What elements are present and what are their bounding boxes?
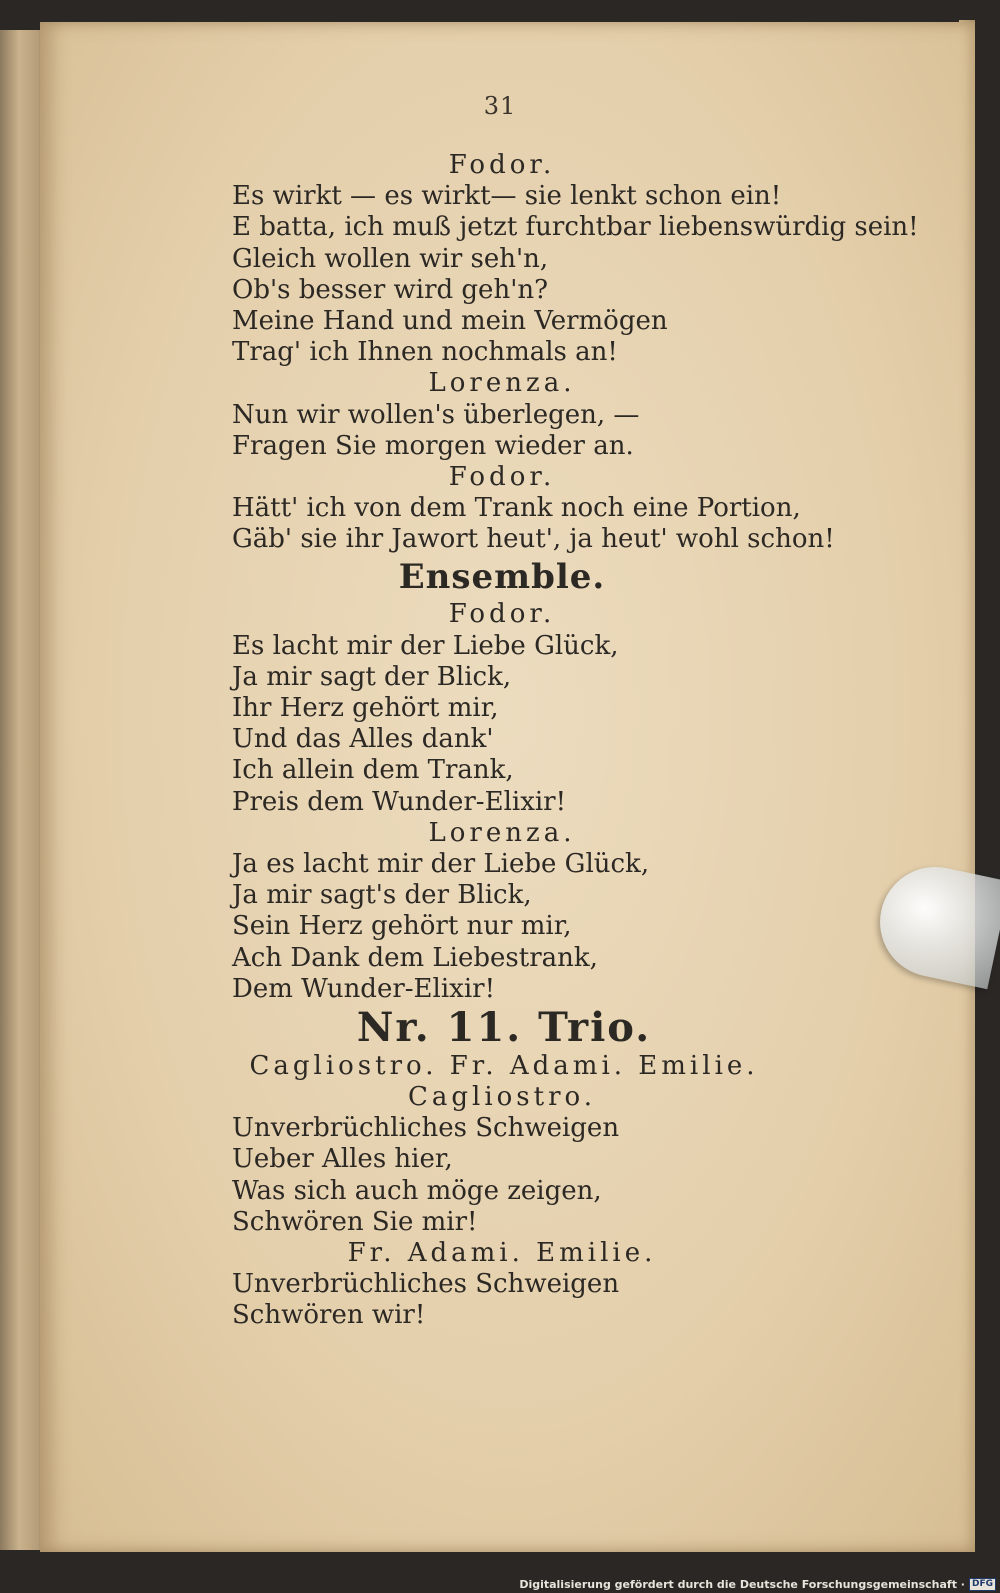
verse-line: Dem Wunder-Elixir! (232, 973, 496, 1004)
verse-line: Unverbrüchliches Schweigen (232, 1269, 620, 1300)
verse-line: Gäb' sie ihr Jawort heut', ja heut' wohl schon! (232, 524, 835, 555)
speaker-name: Fodor. (448, 599, 556, 630)
verse-line: Preis dem Wunder-Elixir! (232, 786, 567, 817)
cast-list: Cagliostro. Fr. Adami. Emilie. (249, 1050, 759, 1081)
verse-line: Ja es lacht mir der Liebe Glück, (232, 848, 650, 879)
verse-line: Ach Dank dem Liebestrank, (232, 942, 598, 973)
verse-line: Es wirkt — es wirkt— sie lenkt schon ein! (232, 181, 782, 212)
verse-line: Schwören Sie mir! (232, 1206, 478, 1237)
verse-line: Nun wir wollen's überlegen, — (232, 399, 640, 430)
verse-line: Meine Hand und mein Vermögen (232, 305, 668, 336)
verse-line: Hätt' ich von dem Trank noch eine Portion, (232, 493, 801, 524)
verse-line: Unverbrüchliches Schweigen (232, 1113, 620, 1144)
dfg-logo: DFG (969, 1578, 996, 1591)
verse-line: Gleich wollen wir seh'n, (232, 243, 549, 274)
page-text (232, 150, 919, 1332)
verse-line: Ja mir sagt der Blick, (232, 661, 512, 692)
speaker-name: Lorenza. (428, 817, 576, 848)
verse-line: Sein Herz gehört nur mir, (232, 911, 572, 942)
verse-line: Ja mir sagt's der Blick, (232, 880, 532, 911)
verse-line: Ueber Alles hier, (232, 1144, 453, 1175)
speaker-name: Fodor. (448, 150, 556, 180)
verse-line: Was sich auch möge zeigen, (232, 1175, 602, 1206)
verse-line: Fragen Sie morgen wieder an. (232, 430, 634, 461)
page-number: 31 (483, 92, 517, 120)
verse-line: Es lacht mir der Liebe Glück, (232, 630, 619, 661)
verse-line: Ihr Herz gehört mir, (232, 693, 499, 723)
verse-line: Trag' ich Ihnen nochmals an! (232, 337, 618, 368)
speaker-name: Lorenza. (428, 368, 576, 399)
verse-line: Ob's besser wird geh'n? (232, 274, 549, 305)
verse-line: Ich allein dem Trank, (232, 755, 514, 786)
credit-text: Digitalisierung gefördert durch die Deutsche Forschungsgemeinschaft · (519, 1578, 965, 1591)
verse-line: Und das Alles dank' (232, 724, 494, 755)
section-heading: Ensemble. (398, 557, 606, 598)
speaker-name: Fodor. (448, 461, 556, 492)
digitization-credit (519, 1578, 996, 1591)
speaker-name: Fr. Adami. Emilie. (347, 1238, 657, 1268)
verse-line: E batta, ich muß jetzt furchtbar liebenswürdig sein! (232, 212, 919, 243)
verse-line: Schwören wir! (232, 1300, 426, 1331)
speaker-name: Cagliostro. (407, 1082, 596, 1113)
number-heading: Nr. 11. Trio. (356, 1003, 652, 1051)
